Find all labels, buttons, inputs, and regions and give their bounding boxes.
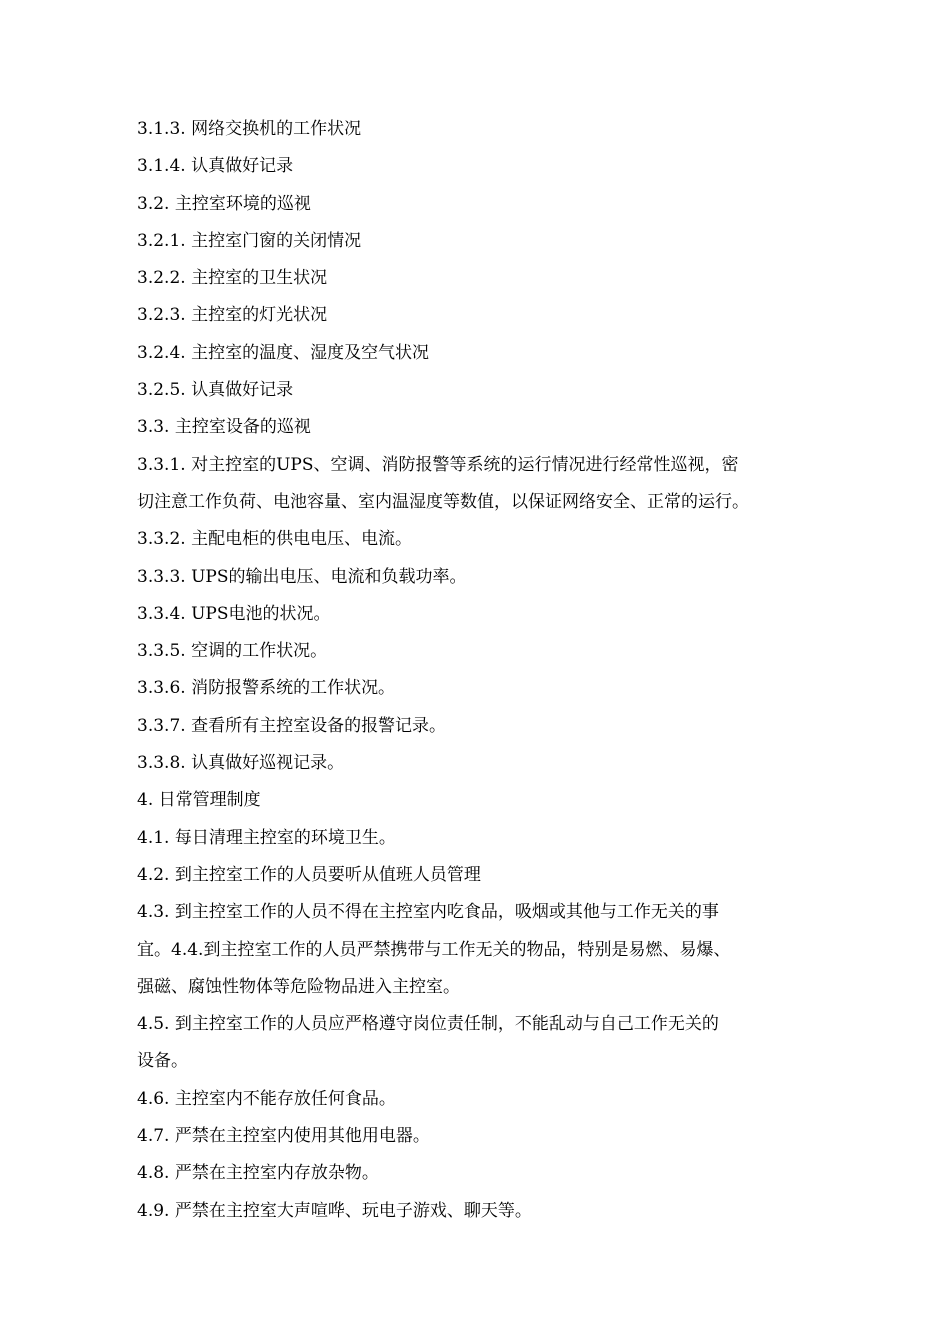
text-line: 宜。4.4.到主控室工作的人员严禁携带与工作无关的物品，特别是易燃、易爆、	[137, 939, 731, 960]
text-line: 3.3.8. 认真做好巡视记录。	[137, 753, 345, 774]
text-line: 3.2.5. 认真做好记录	[137, 380, 294, 401]
section-heading: 4. 日常管理制度	[137, 790, 261, 811]
text-line: 4.7. 严禁在主控室内使用其他用电器。	[137, 1126, 430, 1147]
text-line: 4.9. 严禁在主控室大声喧哗、玩电子游戏、聊天等。	[137, 1200, 532, 1221]
text-line: 3.2.4. 主控室的温度、湿度及空气状况	[137, 342, 430, 363]
text-line: 3.2.2. 主控室的卫生状况	[137, 268, 328, 289]
document-body	[137, 114, 837, 1233]
text-line: 3.3.3. UPS的输出电压、电流和负载功率。	[137, 566, 467, 587]
text-line: 3.3.4. UPS电池的状况。	[137, 603, 331, 624]
text-line: 3.3.7. 查看所有主控室设备的报警记录。	[137, 715, 447, 736]
text-line: 4.8. 严禁在主控室内存放杂物。	[137, 1163, 379, 1184]
text-line: 3.2.1. 主控室门窗的关闭情况	[137, 230, 362, 251]
text-line: 3.1.4. 认真做好记录	[137, 156, 294, 177]
text-line: 3.3.1. 对主控室的UPS、空调、消防报警等系统的运行情况进行经常性巡视，密	[137, 454, 739, 475]
text-line: 设备。	[137, 1051, 188, 1072]
text-line: 3.1.3. 网络交换机的工作状况	[137, 119, 362, 139]
text-line: 4.2. 到主控室工作的人员要听从值班人员管理	[137, 864, 481, 885]
text-line: 3.3.6. 消防报警系统的工作状况。	[137, 678, 396, 699]
text-line: 3.3.5. 空调的工作状况。	[137, 641, 328, 662]
text-line: 4.3. 到主控室工作的人员不得在主控室内吃食品，吸烟或其他与工作无关的事	[137, 902, 719, 923]
text-line: 切注意工作负荷、电池容量、室内温湿度等数值，以保证网络安全、正常的运行。	[137, 491, 749, 512]
section-heading: 3.3. 主控室设备的巡视	[137, 417, 311, 438]
text-line: 4.1. 每日清理主控室的环境卫生。	[137, 827, 396, 848]
text-line: 4.5. 到主控室工作的人员应严格遵守岗位责任制，不能乱动与自己工作无关的	[137, 1014, 719, 1035]
text-line: 3.3.2. 主配电柜的供电电压、电流。	[137, 529, 413, 550]
text-line: 3.2.3. 主控室的灯光状况	[137, 305, 328, 326]
section-heading: 3.2. 主控室环境的巡视	[137, 193, 311, 214]
text-line: 4.6. 主控室内不能存放任何食品。	[137, 1088, 396, 1109]
text-line: 强磁、腐蚀性物体等危险物品进入主控室。	[137, 976, 460, 997]
